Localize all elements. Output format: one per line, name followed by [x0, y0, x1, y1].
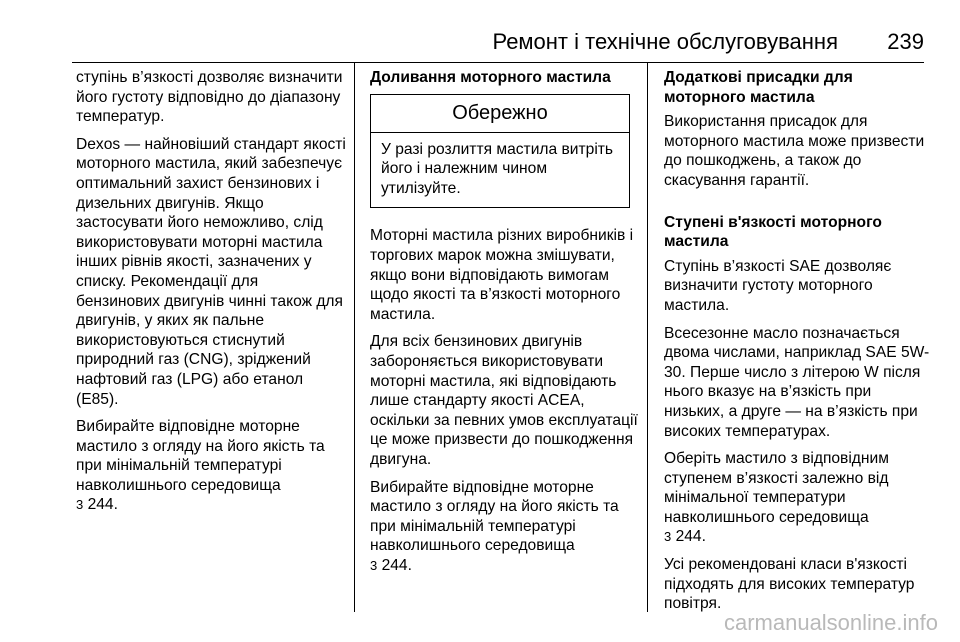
section-heading: Ступені в'язкості моторного мастила [664, 213, 882, 251]
paragraph: Dexos — найновіший стандарт якості моторного мастила, який забезпечує оптимальний захист бензинових і дизельних двигунів. Якщо застосувати його неможливо, слід використовувати моторні мастила інших рівнів якості, зазначених у списку. Рекомендації для бензинових двигунів чинні також для двигунів, у яких як пальне використовуються стиснутий природний газ (CNG), зріджений нафтовий газ (LPG) або етанол (E85). [76, 135, 346, 408]
paragraph: ступінь в’язкості дозволяє визначити його густоту відповідно до діапазону температур. [76, 69, 343, 126]
page-reference-link[interactable]: 244. [675, 528, 706, 546]
page-number: 239 [887, 29, 924, 54]
section-heading: Додаткові присадки для моторного мастила [664, 69, 853, 106]
page-header [72, 28, 924, 63]
page-reference-icon: 3 [76, 497, 84, 513]
watermark: carmanualsonline.info [723, 610, 938, 635]
paragraph: Використання присадок для моторного мастила може призвести до пошкоджень, а також до скасування гарантії. [664, 113, 925, 189]
column-2 [370, 68, 640, 583]
paragraph: Вибирайте відповідне моторне мастило з огляду на його якість та при мінімальній температурі навколишнього середовища 3 244. [370, 478, 619, 574]
column-3 [664, 68, 934, 622]
section-title: Ремонт і технічне обслуговування [492, 29, 838, 54]
column-1 [76, 68, 346, 523]
page-reference-link[interactable]: 244. [87, 496, 118, 514]
paragraph: Ступінь в’язкості SAE дозволяє визначити густоту моторного мастила. [664, 257, 892, 314]
page-reference-link[interactable]: 244. [381, 556, 412, 574]
caution-title: Обережно [371, 95, 629, 133]
paragraph: Моторні мастила різних виробників і торгових марок можна змішувати, якщо вони відповідають вимогам щодо якості та в’язкості моторного мастила. [370, 227, 634, 323]
paragraph: Оберіть мастило з відповідним ступенем в’язкості залежно від мінімальної температури навколишнього середовища 3 244. [664, 450, 889, 546]
paragraph: Всесезонне масло позначається двома числами, наприклад SAE 5W-30. Перше число з літерою W після нього вказує на в’язкість при низьких, а друге — на в’язкість при високих температурах. [664, 324, 930, 440]
caution-box [370, 94, 630, 209]
page-reference-icon: 3 [664, 529, 672, 545]
section-heading: Доливання моторного мастила [370, 69, 611, 86]
column-divider-2 [647, 62, 648, 612]
paragraph: Вибирайте відповідне моторне мастило з огляду на його якість та при мінімальній температурі навколишнього середовища 3 244. [76, 418, 325, 514]
paragraph: Для всіх бензинових двигунів забороняється використовувати моторні мастила, які відповідають лише стандарту якості ACEA, оскільки за певних умов експлуатації це може призвести до пошкодження двигуна. [370, 333, 638, 468]
page-reference-icon: 3 [370, 557, 378, 573]
paragraph: Усі рекомендовані класи в'язкості підходять для високих температур повітря. [664, 556, 915, 613]
column-divider-1 [354, 62, 355, 612]
caution-text: У разі розлиття мастила витріть його і належним чином утилізуйте. [381, 140, 614, 197]
